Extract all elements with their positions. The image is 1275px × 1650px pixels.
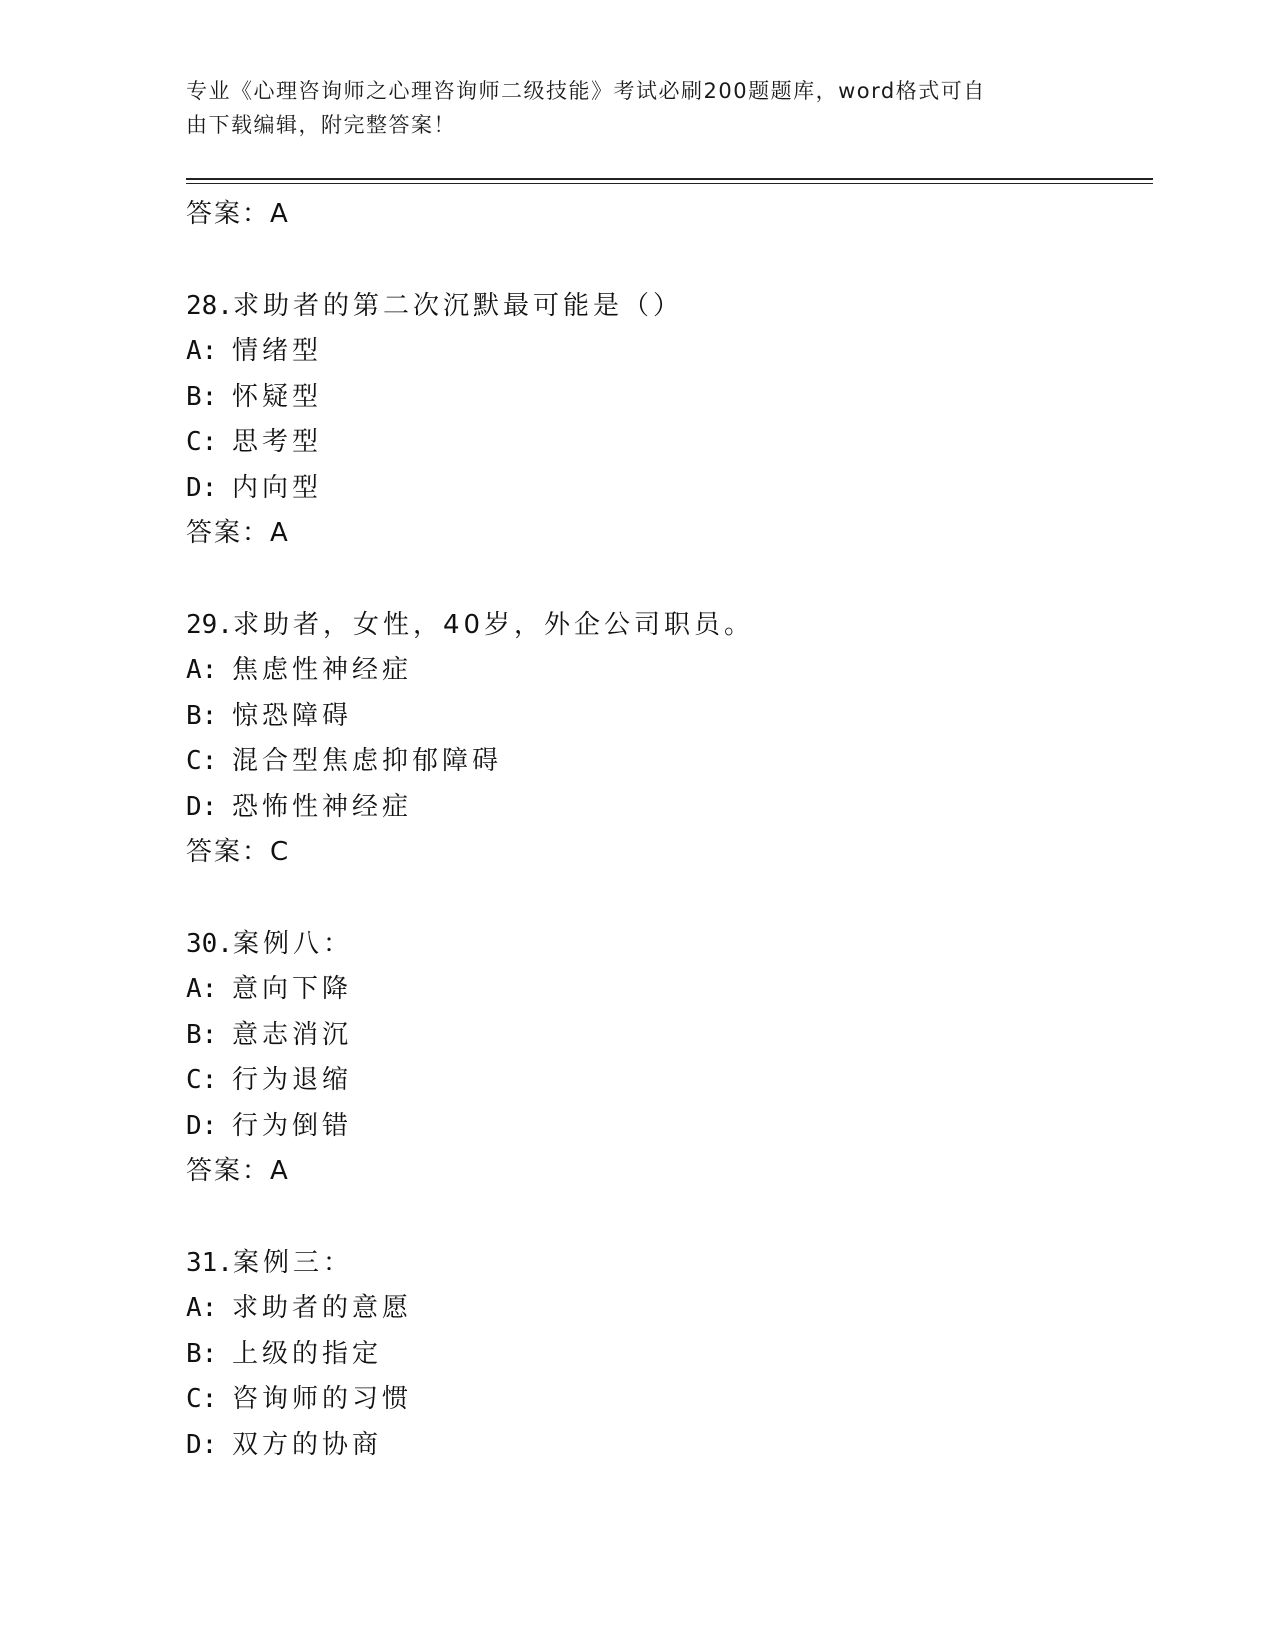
header-line-1: 专业《心理咨询师之心理咨询师二级技能》考试必刷200题题库，word格式可自 [186, 79, 986, 103]
option-c [186, 1058, 1146, 1104]
header-line-2: 由下载编辑，附完整答案！ [186, 113, 456, 137]
option-key: B: [186, 1019, 218, 1050]
option-key: D: [186, 1429, 218, 1460]
question-list [186, 192, 1146, 1468]
option-c [186, 739, 1146, 785]
option-text: 怀疑型 [232, 381, 323, 412]
question-number: 28. [186, 291, 233, 321]
answer-label: 答案： [186, 199, 271, 229]
option-text: 咨询师的习惯 [232, 1384, 413, 1414]
question-title [186, 603, 1146, 648]
answer-line [186, 511, 1146, 556]
option-key: B: [186, 381, 218, 412]
option-text: 行为倒错 [232, 1110, 353, 1141]
option-b [186, 1013, 1146, 1059]
answer-label: 答案： [186, 1156, 271, 1186]
option-d [186, 1104, 1146, 1150]
option-b [186, 375, 1146, 421]
question-number: 31. [186, 1248, 233, 1278]
page-header [186, 74, 1066, 142]
option-key: C: [186, 427, 218, 457]
option-text: 行为退缩 [232, 1065, 353, 1095]
question-block [186, 1241, 1146, 1468]
answer-value: C [270, 837, 291, 867]
option-key: A: [186, 1293, 218, 1323]
option-text: 情绪型 [232, 336, 323, 366]
header-divider [186, 178, 1153, 180]
answer-value: A [270, 518, 290, 548]
option-key: C: [186, 1384, 218, 1414]
question-title [186, 1241, 1146, 1286]
option-key: B: [186, 1338, 218, 1369]
option-key: C: [186, 1065, 218, 1095]
question-number: 30. [186, 929, 233, 959]
question-number: 29. [186, 610, 233, 640]
option-text: 混合型焦虑抑郁障碍 [232, 746, 503, 776]
option-c [186, 1377, 1146, 1423]
answer-label: 答案： [186, 518, 271, 548]
option-text: 意志消沉 [232, 1019, 353, 1050]
option-key: A: [186, 655, 218, 685]
option-a [186, 1286, 1146, 1332]
question-title [186, 922, 1146, 967]
option-key: D: [186, 791, 218, 822]
option-text: 内向型 [232, 472, 323, 503]
option-text: 恐怖性神经症 [232, 791, 413, 822]
option-text: 意向下降 [232, 974, 353, 1004]
option-key: A: [186, 336, 218, 366]
option-d [186, 785, 1146, 831]
option-text: 求助者的意愿 [232, 1293, 413, 1323]
question-block [186, 603, 1146, 875]
option-a [186, 967, 1146, 1013]
question-text: 求助者的第二次沉默最可能是（） [232, 291, 683, 321]
question-block [186, 284, 1146, 556]
header-divider-thin [186, 183, 1153, 184]
option-text: 思考型 [232, 427, 323, 457]
question-text: 案例八： [232, 929, 353, 959]
option-b [186, 1332, 1146, 1378]
option-text: 惊恐障碍 [232, 700, 353, 731]
answer-label: 答案： [186, 837, 271, 867]
answer-line [186, 1149, 1146, 1194]
option-c [186, 420, 1146, 466]
option-b [186, 694, 1146, 740]
option-key: D: [186, 472, 218, 503]
option-text: 双方的协商 [232, 1429, 383, 1460]
option-a [186, 648, 1146, 694]
answer-value: A [270, 1156, 290, 1186]
question-text: 求助者，女性，40岁，外企公司职员。 [232, 610, 755, 640]
question-block [186, 922, 1146, 1194]
question-text: 案例三： [232, 1248, 353, 1278]
option-a [186, 329, 1146, 375]
option-text: 焦虑性神经症 [232, 655, 413, 685]
option-key: B: [186, 700, 218, 731]
option-key: D: [186, 1110, 218, 1141]
answer-line [186, 192, 1146, 237]
option-text: 上级的指定 [232, 1338, 383, 1369]
option-key: A: [186, 974, 218, 1004]
answer-line [186, 830, 1146, 875]
option-key: C: [186, 746, 218, 776]
question-title [186, 284, 1146, 329]
answer-value: A [270, 199, 290, 229]
option-d [186, 1423, 1146, 1469]
option-d [186, 466, 1146, 512]
